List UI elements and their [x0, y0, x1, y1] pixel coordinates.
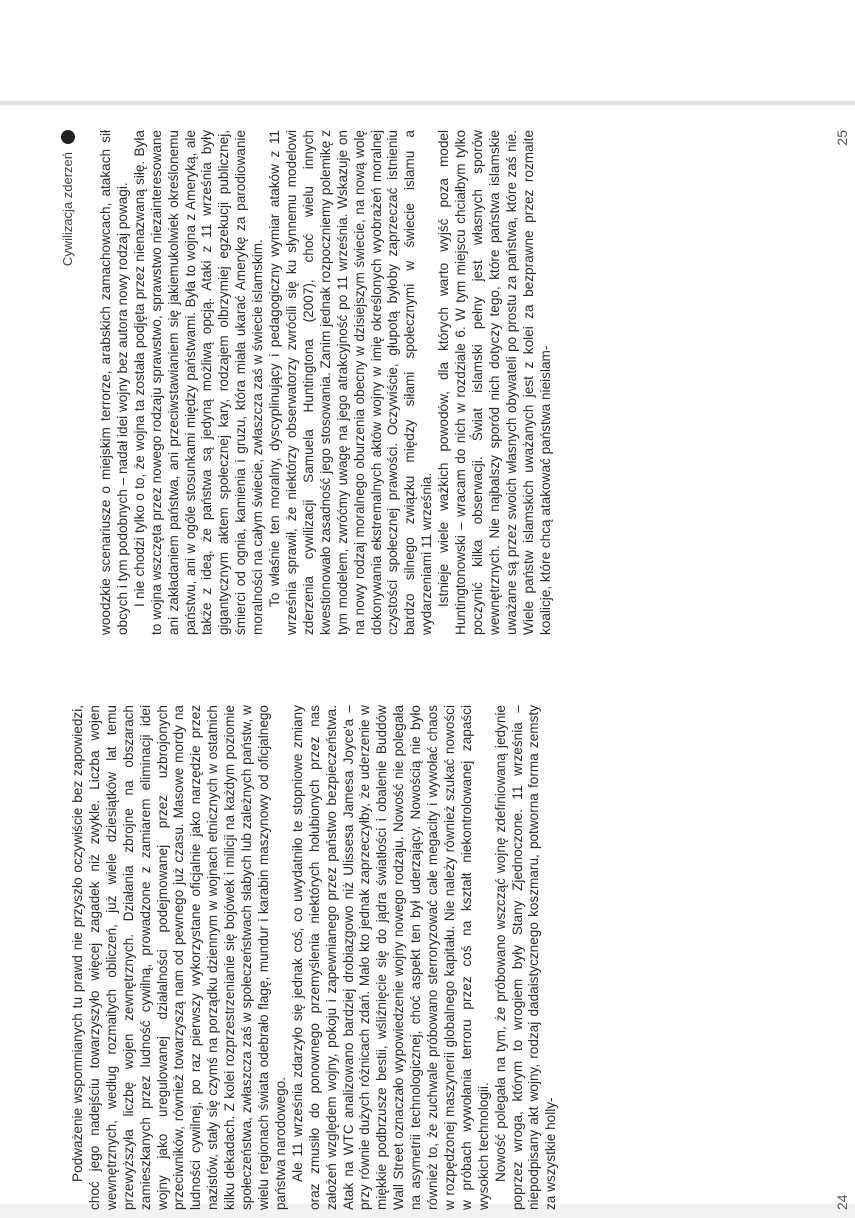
running-head: [60, 130, 75, 266]
page-number-right: 25: [834, 130, 850, 146]
paragraph: To właśnie ten moralny, dyscyplinujący i pedagogiczny wymiar ataków z 11 września sprawił, że niektórzy obserwatorzy zwrócili się ku słynnemu modelowi zderzenia cywilizacji Samuela Huntingtona (2007), choć wielu innych kwestionowało zasadność jego stosowania. Zanim jednak rozpoczniemy polemikę z tym modelem, zwróćmy uwagę na jego atrakcyjność po 11 września. Wskazuje on na nowy rodzaj moralnego oburzenia obecny w dzisiejszym świecie, na nową wolę dokonywania ekstremalnych aktów wojny w imię określonych wyobrażeń moralnej czystości społecznej prawości. Oczywiście, głupotą byłoby zaprzeczać istnieniu bardzo silnego związku między siłami społecznymi w świecie islamu a wydarzeniami 11 września.: [267, 130, 435, 635]
paragraph: Ale 11 września zdarzyło się jednak coś, co uwydatniło te stopniowe zmiany oraz zmusiło do ponownego przemyślenia niektórych hołubionych przez nas założeń względem wojny, pokoju i zapewnianego przez państwo bezpieczeństwa. Atak na WTC analizowano bardziej drobiazgowo niż Ulissesa Jamesa Joyce'a – przy równie dużych różnicach zdań. Mało kto jednak zaprzeczyłby, że uderzenie w miękkie podbrzusze bestii, wśliźnięcie się do jądra światłości i obalenie Buddów Wall Street oznaczało wypowiedzenie wojny nowego rodzaju. Nowość nie polegała na asymetrii technologicznej, choć aspekt ten był uderzający. Nowością nie było również to, że zuchwale próbowano sterroryzować całe megacity i wywołać chaos w rozpędzonej maszynerii globalnego kapitału. Nie należy również szukać nowości w próbach wywołania terroru przez coś na kształt niekontrolowanej zapaści wysokich technologii.: [289, 705, 491, 1210]
paragraph: I nie chodzi tylko o to, że wojna ta została podjęta przez nienazwaną siłę. Była to wojna wszczęta przez nowego rodzaju sprawstwo, sprawstwo niezainteresowane ani zakładaniem państwa, ani przeciwstawianiem się jakiemukolwiek określonemu państwu, ani w ogóle stosunkami między państwami. Była to wojna z Ameryką, ale także z ideą, że państwa są jedyną możliwą opcją. Ataki z 11 września były gigantycznym aktem społecznej kary, rodzajem olbrzymiej egzekucji publicznej, śmierci od ognia, kamienia i gruzu, która miała ukarać Amerykę za parodiowanie moralności na całym świecie, zwłaszcza zaś w świecie islamskim.: [131, 130, 266, 635]
paragraph: Nowość polegała na tym, że próbowano wszcząć wojnę zdefiniowaną jedynie poprzez wroga, którym to wrogiem były Stany Zjednoczone. 11 września – niepodpisany akt wojny, rodzaj dadaistycznego koszmaru, potworna forma zemsty za wszystkie holly-: [492, 705, 559, 1210]
book-spread: [60, 115, 850, 1210]
paragraph: Podważenie wspomnianych tu prawd nie przyszło oczywiście bez zapowiedzi, choć jego nadejściu towarzyszyło więcej zagadek niż zwykle. Liczba wojen wewnętrznych, według rozmaitych obliczeń, już wiele dziesiątków lat temu przewyższyła liczbę wojen zewnętrznych. Działania zbrojne na obszarach zamieszkanych przez ludność cywilną, prowadzone z zamiarem eliminacji idei wojny jako uregulowanej działalności podejmowanej przez uzbrojonych przeciwników, również towarzyszą nam od pewnego już czasu. Masowe mordy na ludności cywilnej, po raz pierwszy wykorzystane oficjalnie jako narzędzie przez nazistów, stały się czymś na porządku dziennym w wojnach etnicznych w ostatnich kilku dekadach. Z kolei rozprzestrzenianie się bojówek i milicji na każdym poziomie społeczeństwa, zwłaszcza zaś w społeczeństwach słabych lub zależnych państw, w wielu regionach świata odebrało flagę, mundur i karabin maszynowy od oficjalnego państwa narodowego.: [70, 705, 288, 1210]
scan-fold-shadow: [0, 100, 855, 106]
paragraph: woodzkie scenariusze o miejskim terrorze, arabskich zamachowcach, atakach sił obcych i tym podobnych – nadał idei wojny bez autora nowy rodzaj powagi.: [98, 130, 130, 635]
paragraph: Istnieje wiele ważkich powodów, dla których warto wyjść poza model Huntingtonowski – wracam do nich w rozdziale 6. W tym miejscu chciałbym tylko poczynić kilka obserwacji. Świat islamski pełny jest własnych sporów wewnętrznych. Nie najbalszy sporód nich dotyczy tego, które państwa islamskie uważane są przez swoich własnych obywateli po prostu za państwa, które zaś nie. Wiele państw islamskich uważanych jest z kolei za bezprawne przez rozmaite koalicje, które chcą atakować państwa nieislam-: [436, 130, 553, 635]
left-page: [60, 705, 850, 1210]
page-number-left: 24: [834, 1194, 850, 1210]
right-page-text: [98, 130, 554, 635]
running-head-text: Cywilizacja zderzeń: [60, 152, 75, 267]
right-page: [60, 130, 850, 635]
bullet-icon: [61, 130, 75, 144]
left-page-text: [70, 705, 560, 1210]
